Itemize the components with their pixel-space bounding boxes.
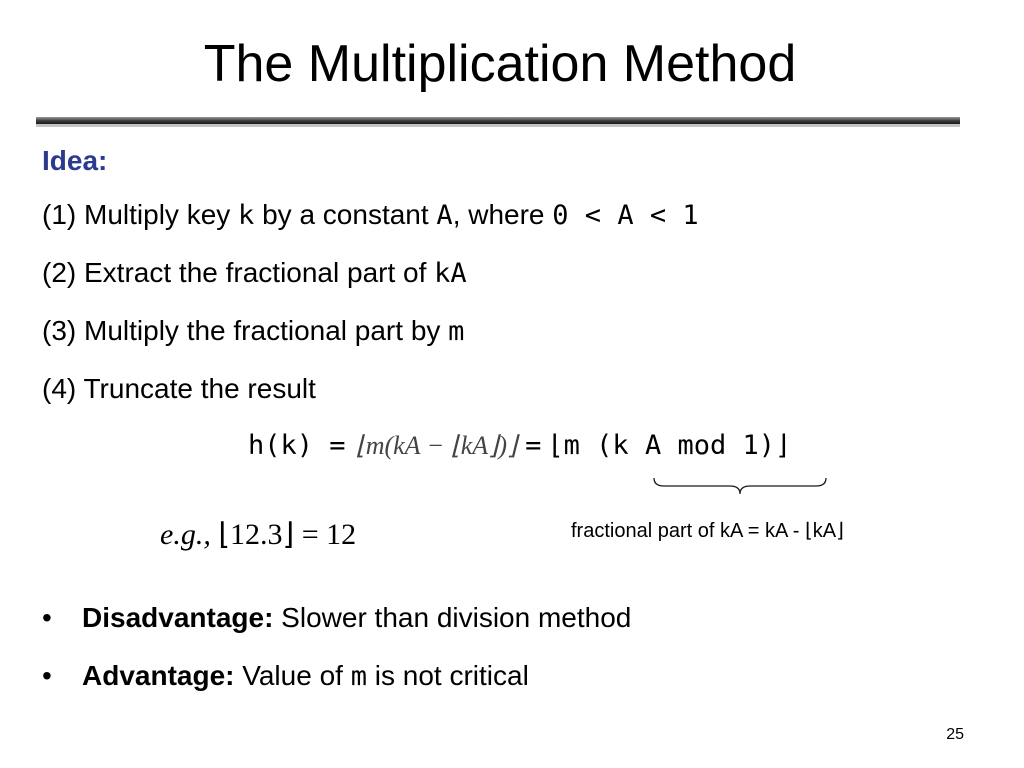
example-result: 12 [326, 518, 357, 551]
step-1-condition: 0 < A < 1 [552, 200, 699, 231]
bullet-2-text-a: Value of [234, 660, 351, 691]
step-3 [42, 311, 464, 352]
step-1-rest: , where [452, 199, 553, 230]
slide-title: The Multiplication Method [203, 35, 797, 93]
bullet-advantage [42, 656, 529, 697]
bullet-marker: • [42, 602, 52, 633]
formula-equals: = [525, 430, 542, 461]
fractional-part-note: fractional part of kA = kA - ⌊kA⌋ [571, 520, 844, 542]
step-3-prefix: (3) Multiply the fractional part by [42, 315, 449, 346]
bullet-1-label: Disadvantage: [82, 602, 274, 633]
example-equals: = [301, 518, 319, 551]
example-floor: ⌊12.3⌋ [218, 518, 295, 551]
step-1-k: k [238, 200, 255, 231]
bullet-2-label: Advantage: [82, 660, 235, 691]
step-2-prefix: (2) Extract the fractional part of [42, 257, 435, 288]
step-1-a: A [436, 200, 453, 231]
step-3-m: m [448, 316, 465, 347]
step-2-ka: kA [434, 258, 467, 289]
bullet-1-text: Slower than division method [273, 602, 632, 633]
curly-brace [652, 476, 828, 496]
formula-rhs: ⌊m (k A mod 1)⌋ [547, 430, 792, 461]
step-1 [42, 195, 699, 236]
title-divider [36, 117, 960, 124]
example-eg: e.g., [160, 518, 211, 551]
formula-middle: ⌊m(kA − ⌊kA⌋)⌋ [355, 431, 518, 460]
hash-formula [248, 426, 791, 466]
step-1-mid: by a constant [254, 199, 437, 230]
bullet-2-m: m [350, 661, 367, 692]
idea-heading: Idea: [42, 145, 108, 176]
example-expression [160, 512, 356, 558]
step-2 [42, 253, 467, 294]
formula-lhs: h(k) = [248, 430, 346, 461]
bullet-marker: • [42, 660, 52, 691]
page-number: 25 [946, 726, 964, 743]
step-4: (4) Truncate the result [42, 373, 316, 404]
bullet-2-text-b: is not critical [366, 660, 529, 691]
step-1-prefix: (1) Multiply key [42, 199, 239, 230]
bullet-disadvantage [42, 598, 631, 638]
title-divider-highlight [36, 124, 960, 127]
